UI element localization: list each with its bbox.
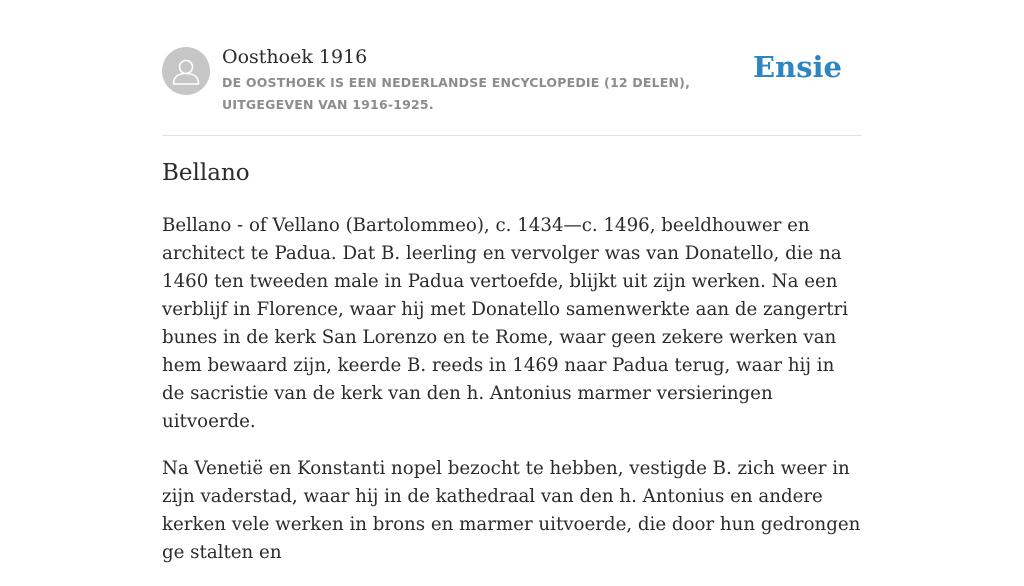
article-paragraph: Na Venetië en Konstanti nopel bezocht te hebben, vestigde B. zich weer in zijn vaderstad, waar hij in de kathedraal van den h. Antonius en andere kerken vele werken in brons en marmer uitvoerde, die door hun gedrongen ge stalten en [162, 458, 861, 563]
source-header [162, 44, 862, 136]
divider [162, 135, 862, 136]
brand-logo[interactable]: Ensie [753, 50, 842, 84]
avatar[interactable] [162, 47, 210, 95]
article-paragraph: Bellano - of Vellano (Bartolommeo), c. 1434—c. 1496, beeldhouwer en architect te Padua. Dat B. leerling en vervolger was van Donatello, die na 1460 ten tweeden male in Padua vertoefde, blijkt uit zijn werken. Na een verblijf in Florence, waar hij met Donatello samenwerkte aan de zangertri bunes in de kerk San Lorenzo en te Rome, waar geen zekere werken van hem bewaard zijn, keerde B. reeds in 1469 naar Padua terug, waar hij in de sacristie van de kerk van den h. Antonius marmer versieringen uitvoerde. [162, 215, 849, 432]
article-body [162, 212, 862, 586]
source-description: DE OOSTHOEK IS EEN NEDERLANDSE ENCYCLOPEDIE (12 DELEN), UITGEGEVEN VAN 1916-1925. [222, 75, 691, 112]
source-title[interactable]: Oosthoek 1916 [222, 46, 368, 68]
user-icon [162, 47, 210, 95]
article-title: Bellano [162, 160, 250, 186]
